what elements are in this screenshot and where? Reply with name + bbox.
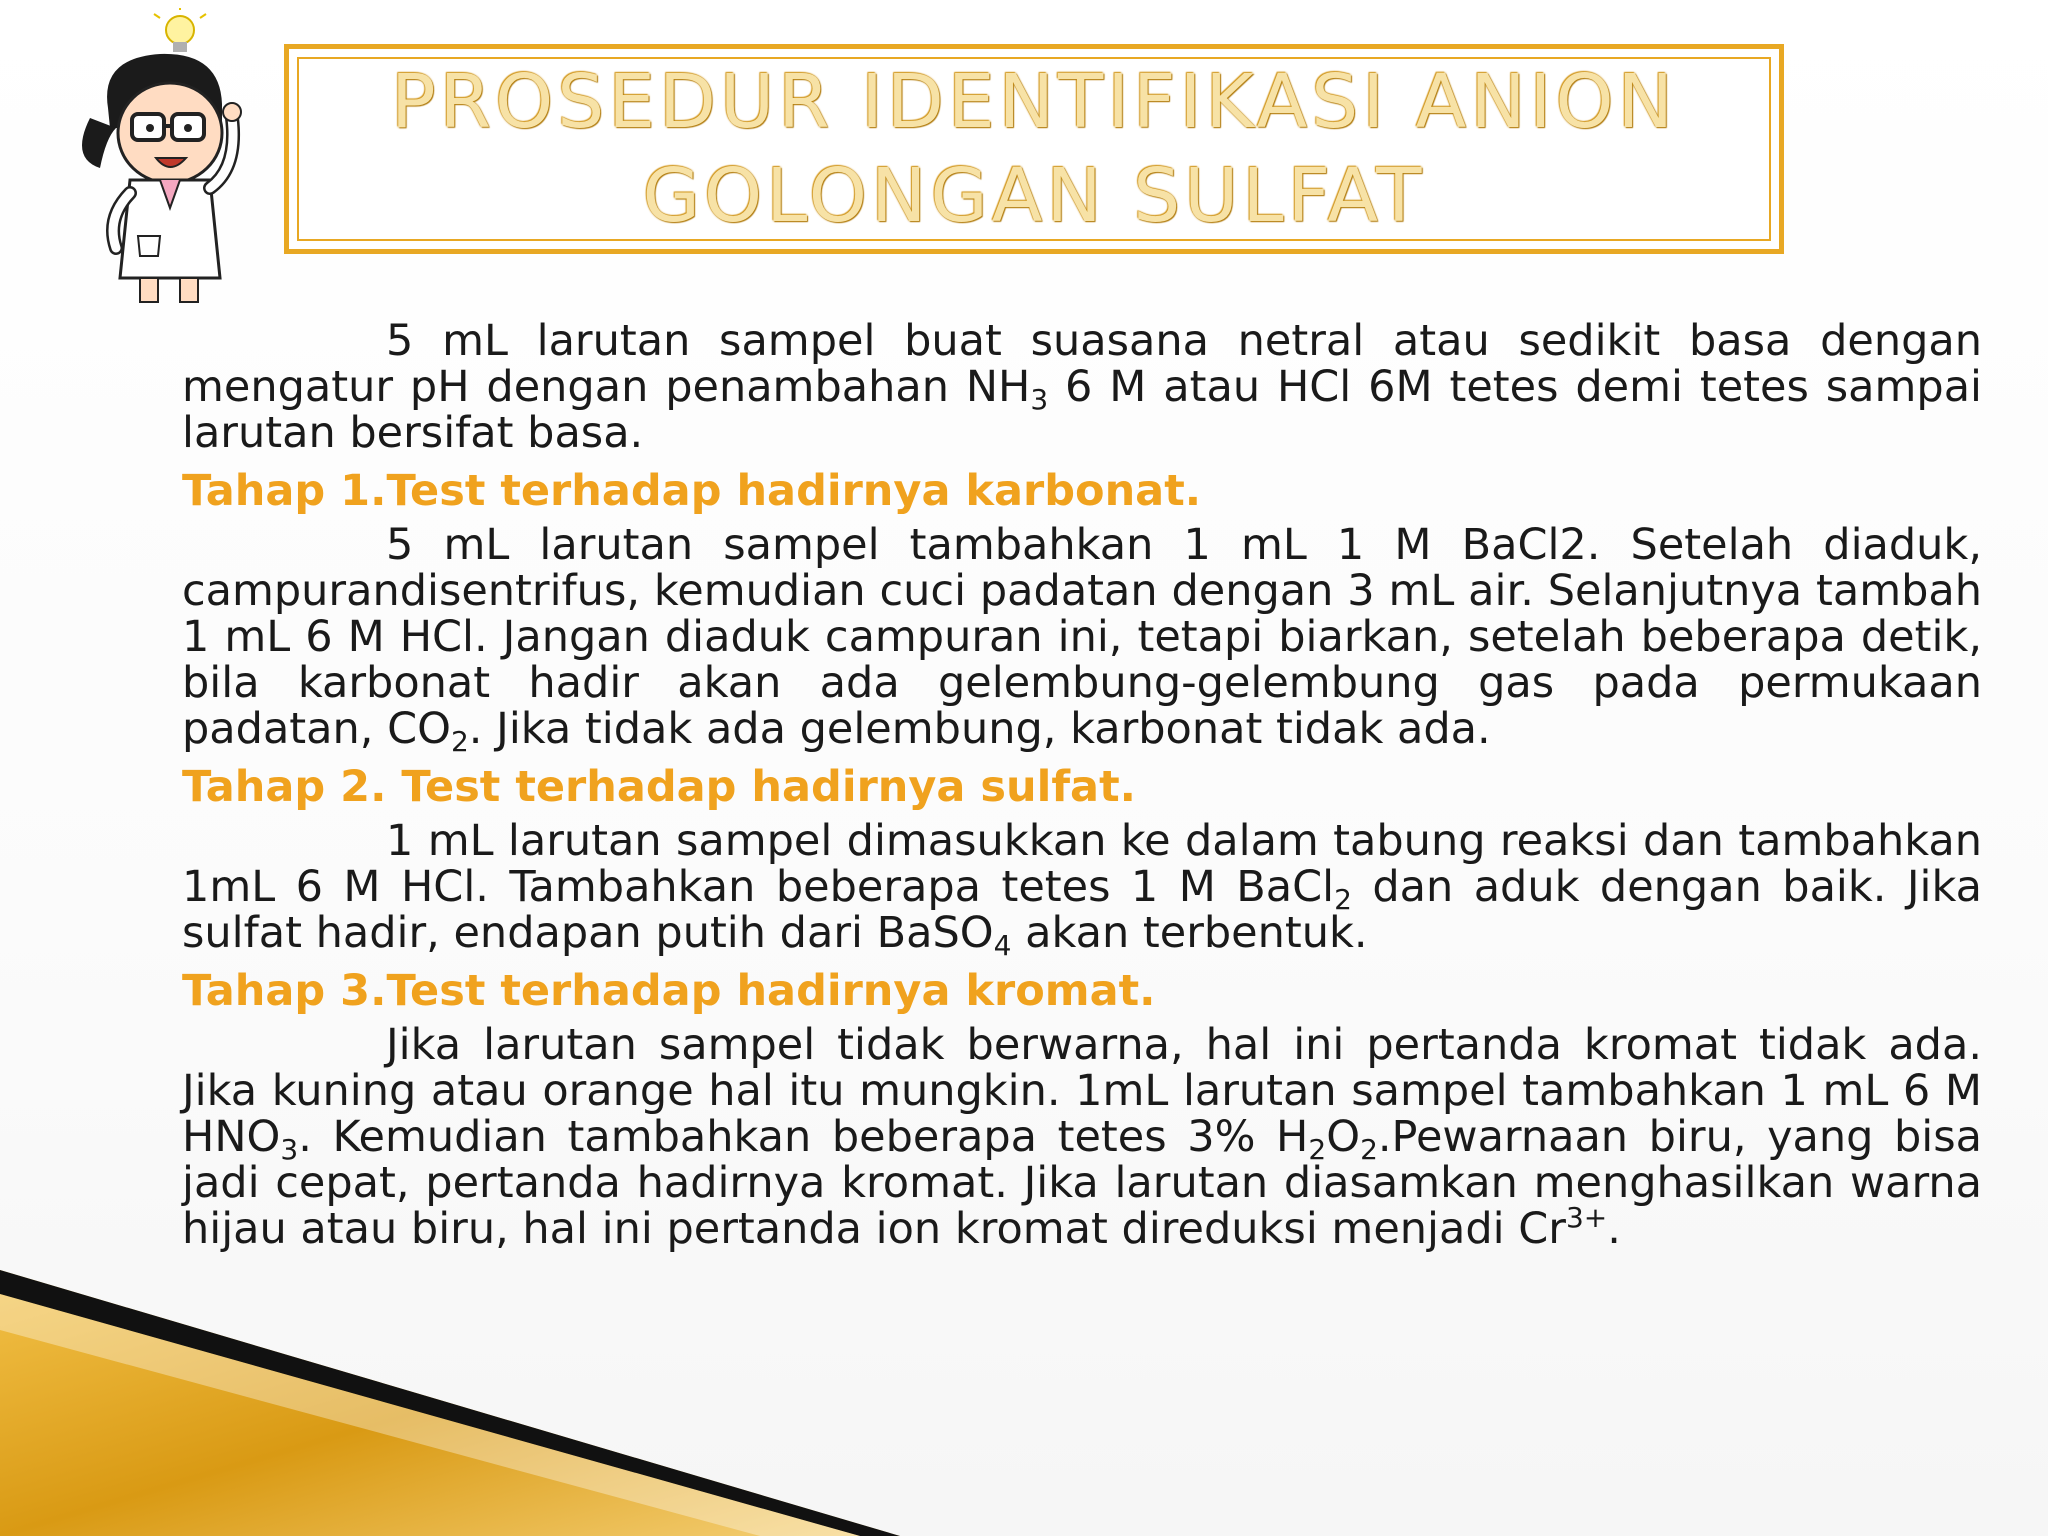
stage-3-text-2: . Kemudian tambahkan beberapa tetes 3% H — [298, 1112, 1309, 1162]
stage-1-subscript: 2 — [450, 725, 469, 758]
stage-1-text-1: 5 mL larutan sampel tambahkan 1 mL 1 M BaCl2. Setelah diaduk, campurandisentrifus, kemudian cuci padatan dengan 3 mL air. Selanjutnya tambah 1 mL 6 M HCl. Jangan diaduk campuran ini, tetapi biarkan, setelah beberapa detik, bila karbonat hadir akan ada gelembung-gelembung gas pada permukaan padatan, CO — [182, 520, 1982, 754]
stage-3-text-4: .Pewarnaan biru, yang bisa jadi cepat, pertanda hadirnya kromat. Jika larutan diasamkan menghasilkan warna hijau atau biru, hal ini pertanda ion kromat direduksi menjadi Cr — [182, 1112, 1982, 1254]
stage-3-heading: Tahap 3.Test terhadap hadirnya kromat. — [182, 966, 1156, 1016]
stage-3-subscript-1: 3 — [280, 1133, 299, 1166]
stage-3-subscript-3: 2 — [1360, 1133, 1378, 1166]
stage-2-text-1: 1 mL larutan sampel dimasukkan ke dalam tabung reaksi dan tambahkan 1mL 6 M HCl. Tambahkan beberapa tetes 1 M BaCl — [182, 816, 1982, 912]
lightbulb-icon — [154, 8, 206, 52]
intro-text-2: 6 M atau HCl 6M tetes demi tetes sampai larutan bersifat basa. — [182, 362, 1982, 458]
stage-3-subscript-2: 2 — [1308, 1133, 1327, 1166]
stage-1-text-2: . Jika tidak ada gelembung, karbonat tidak ada. — [468, 704, 1491, 754]
stage-2-subscript-2: 4 — [993, 929, 1012, 962]
intro-subscript: 3 — [1030, 383, 1049, 416]
stage-3-paragraph — [182, 1022, 1982, 1252]
intro-text-1: 5 mL larutan sampel buat suasana netral atau sedikit basa dengan mengatur pH dengan penambahan NH — [182, 316, 1982, 412]
stage-2-text-2: dan aduk dengan baik. Jika sulfat hadir, endapan putih dari BaSO — [182, 862, 1982, 958]
stage-2-heading: Tahap 2. Test terhadap hadirnya sulfat. — [182, 762, 1136, 812]
stage-2-subscript-1: 2 — [1334, 883, 1352, 916]
intro-paragraph — [182, 318, 1982, 456]
slide-body — [182, 318, 1982, 1252]
stage-3-text-3: O — [1326, 1112, 1361, 1162]
slide-title — [289, 49, 1779, 249]
stage-1-paragraph — [182, 520, 1982, 758]
title-line-2: GOLONGAN SULFAT — [642, 153, 1426, 239]
stage-3-text-5: . — [1607, 1204, 1621, 1254]
stage-2-paragraph — [182, 816, 1982, 962]
stage-3-superscript: 3+ — [1565, 1201, 1608, 1234]
decorative-gold-wedge — [0, 1270, 900, 1536]
stage-2-text-3: akan terbentuk. — [1011, 908, 1368, 958]
title-frame — [284, 44, 1784, 254]
stage-1-heading: Tahap 1.Test terhadap hadirnya karbonat. — [182, 466, 1202, 516]
stage-3-text-1: Jika larutan sampel tidak berwarna, hal ini pertanda kromat tidak ada. Jika kuning atau orange hal itu mungkin. 1mL larutan sampel tambahkan 1 mL 6 M HNO — [182, 1020, 1982, 1162]
scientist-mascot-illustration — [60, 8, 290, 308]
title-line-1: PROSEDUR IDENTIFIKASI ANION — [390, 59, 1677, 145]
